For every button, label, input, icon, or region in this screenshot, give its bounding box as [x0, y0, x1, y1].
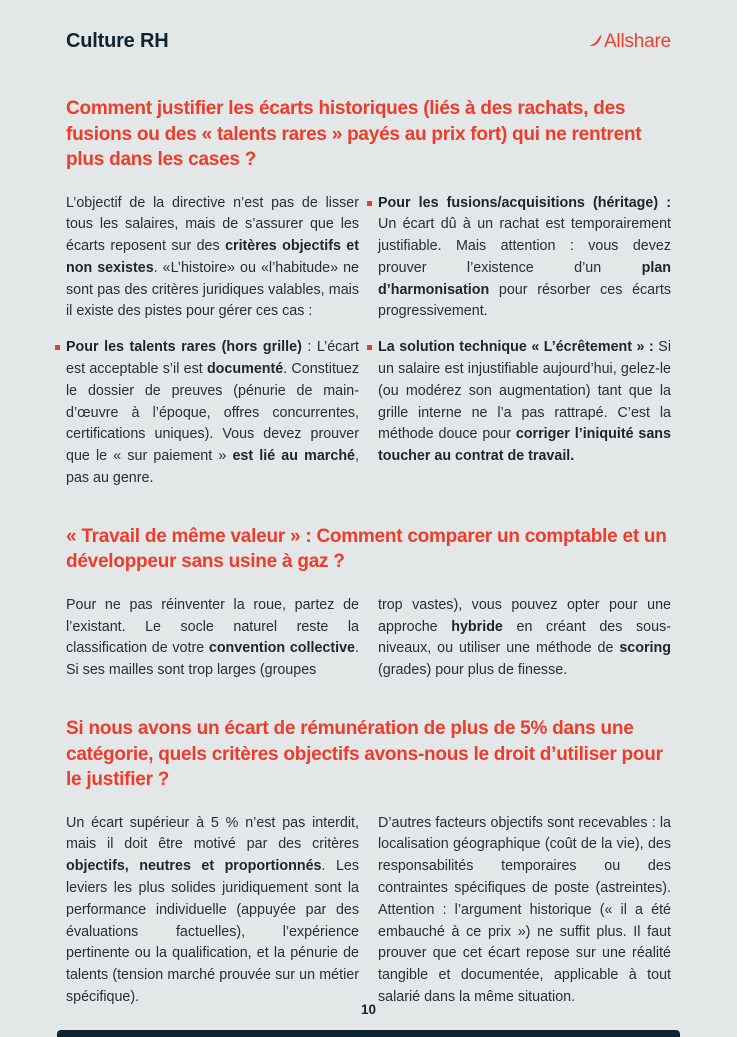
bullet-item: [66, 337, 359, 490]
text: Un écart dû à un rachat est temporairement justifiable. Mais attention : vous devez prouver l’existence d’un: [378, 216, 671, 276]
column-right: [378, 193, 671, 490]
bullet-square-icon: [55, 345, 60, 350]
text: . Constituez le dossier de preuves (pénurie de main-d’œuvre à l’époque, offres concurrentes, certifications uniques). Vous devez prouver que le « sur paiement »: [66, 361, 359, 465]
text: pour résorber ces écarts progressivement.: [378, 281, 671, 320]
text: , pas au genre.: [66, 448, 359, 487]
text: Pour ne pas réinventer la roue, partez de l’existant. Le socle naturel reste la classification de votre: [66, 596, 359, 657]
section-heading: Comment justifier les écarts historiques (liés à des rachats, des fusions ou des « talents rares » payés au prix fort) qui ne rentrent plus dans les cases ?: [66, 98, 642, 170]
column-right: [378, 595, 671, 682]
text: en créant des sous-niveaux, ou utiliser une méthode de: [378, 618, 671, 657]
text-bold: hybride: [451, 618, 503, 635]
paragraph: [378, 595, 671, 682]
text-bold: plan d’harmonisation: [378, 259, 671, 298]
paragraph: [378, 813, 671, 1009]
text: D’autres facteurs objectifs sont recevables : la localisation géographique (coût de la vie), des responsabilités temporaires ou des contraintes spécifiques de poste (astreintes). Attention : l’argument historique (« il a été embauché à ce prix ») ne suffit plus. Il faut prouver que cet écart repose sur une réalité tangible et documentée, applicable à tout salarié dans la même situation.: [378, 814, 671, 1005]
bullet-square-icon: [367, 201, 372, 206]
bullet-item: [378, 337, 671, 468]
text: : L’écart est acceptable s’il est: [66, 339, 360, 378]
section: [66, 524, 671, 682]
text: Si un salaire est injustifiable aujourd’hui, gelez-le (ou modérez son augmentation) tant que la grille interne ne l’a pas rattrapé. C’est la méthode douce pour: [378, 339, 671, 443]
text: Un écart supérieur à 5 % n’est pas interdit, mais il doit être motivé par des critères: [66, 814, 359, 853]
two-column-layout: [66, 813, 671, 1009]
bullet-square-icon: [367, 345, 372, 350]
text-bold: corriger l’iniquité sans toucher au contrat de travail.: [378, 426, 671, 465]
text-bold: La solution technique « L’écrêtement » :: [378, 339, 654, 356]
column-right: [378, 813, 671, 1009]
paragraph: [66, 595, 359, 682]
text: . «L’histoire» ou «l’habitude» ne sont pas des critères juridiques valables, mais il existe des pistes pour gérer ces cas :: [66, 259, 359, 320]
text: L’objectif de la directive n’est pas de lisser tous les salaires, mais de s’assurer que les écarts reposent sur des: [66, 194, 359, 255]
text-bold: Pour les fusions/acquisitions (héritage) :: [378, 194, 671, 211]
section: [66, 716, 671, 1009]
page-number: 10: [360, 1002, 377, 1017]
allshare-swoosh-icon: [588, 33, 603, 48]
column-left: [66, 193, 359, 490]
text-bold: est lié au marché: [232, 448, 356, 465]
text: . Si ses mailles sont trop larges (groupes: [66, 640, 359, 679]
brand-title: Culture RH: [66, 30, 169, 52]
column-left: [66, 813, 359, 1009]
text-bold: objectifs, neutres et proportionnés: [66, 858, 322, 875]
allshare-logo: [588, 31, 671, 53]
section-heading: « Travail de même valeur » : Comment comparer un comptable et un développeur sans usine à gaz ?: [66, 525, 667, 573]
two-column-layout: [66, 193, 671, 490]
column-left: [66, 595, 359, 682]
text-bold: critères objectifs et non sexistes: [66, 238, 360, 276]
text: trop vastes), vous pouvez opter pour une approche: [378, 596, 671, 635]
section: [66, 96, 671, 490]
paragraph: [66, 813, 359, 1009]
text-bold: Pour les talents rares (hors grille): [66, 339, 302, 356]
bullet-item: [378, 193, 671, 324]
footer-bar: [57, 1030, 680, 1037]
text: . Les leviers les plus solides juridiquement sont la performance individuelle (appuyée par des évaluations factuelles), l’expérience pertinente ou la qualification, et la pénurie de talents (tension marché prouvée sur un métier spécifique).: [66, 858, 359, 1005]
two-column-layout: [66, 595, 671, 682]
text-bold: scoring: [619, 640, 671, 657]
text-bold: documenté: [206, 361, 284, 378]
page-header: [66, 0, 671, 53]
section-heading: Si nous avons un écart de rémunération de plus de 5% dans une catégorie, quels critères objectifs avons-nous le droit d’utiliser pour le justifier ?: [66, 718, 663, 791]
allshare-logo-text: Allshare: [603, 30, 671, 52]
sections: [66, 96, 671, 1009]
text: (grades) pour plus de finesse.: [378, 662, 568, 679]
text-bold: convention collective: [208, 640, 356, 657]
paragraph: [66, 193, 359, 324]
